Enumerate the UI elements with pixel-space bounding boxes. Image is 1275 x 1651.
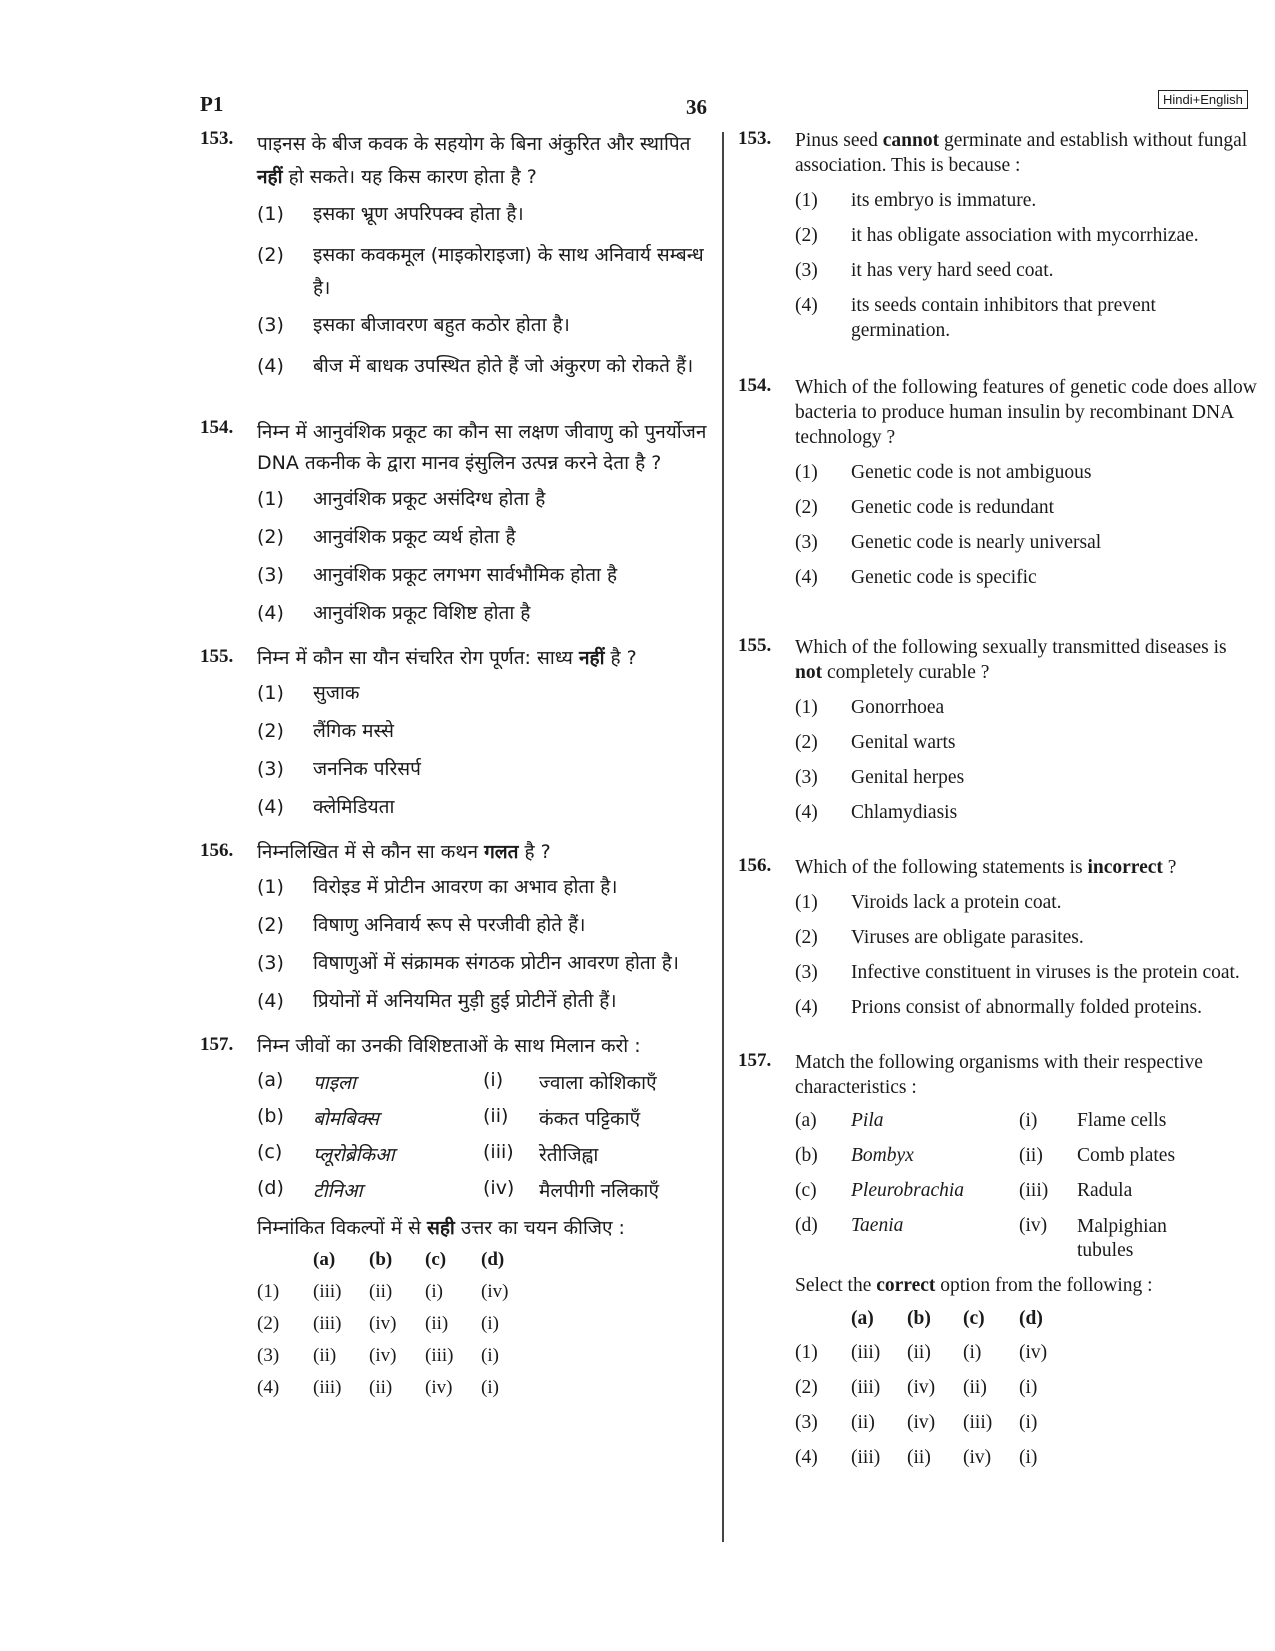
- answer-table-header: (a) (b) (c) (d): [851, 1308, 1043, 1329]
- question-number: 157.: [738, 1050, 772, 1071]
- option: (3) इसका बीजावरण बहुत कठोर होता है।: [257, 314, 570, 336]
- answer-option-3: (3) (ii) (iv) (iii) (i): [257, 1345, 499, 1366]
- question-text: Pinus seed cannot germinate and establish without fungal association. This is because :: [795, 130, 1248, 176]
- match-row: (b) Bombyx (ii) Comb plates: [795, 1145, 1176, 1166]
- question-text: निम्न में कौन सा यौन संचरित रोग पूर्णत: साध्य नहीं है ?: [257, 647, 637, 669]
- option: (2) आनुवंशिक प्रकूट व्यर्थ होता है: [257, 526, 516, 548]
- match-row: (b) बोमबिक्स (ii) कंकत पट्टिकाएँ: [257, 1105, 641, 1130]
- option: (3) जननिक परिसर्प: [257, 758, 421, 780]
- option: (3) विषाणुओं में संक्रामक संगठक प्रोटीन आवरण होता है।: [257, 952, 679, 974]
- hindi-column: [200, 128, 710, 1409]
- option: (3) आनुवंशिक प्रकूट लगभग सार्वभौमिक होता है: [257, 564, 618, 586]
- option: (1) विरोइड में प्रोटीन आवरण का अभाव होता है।: [257, 876, 618, 898]
- answer-option-3: (3) (ii) (iv) (iii) (i): [795, 1412, 1038, 1433]
- language-badge: Hindi+English: [1158, 90, 1248, 109]
- option: (4) प्रियोनों में अनियमित मुड़ी हुई प्रोटीनें होती हैं।: [257, 990, 617, 1012]
- option: (4) its seeds contain inhibitors that prevent germination.: [795, 295, 1156, 341]
- question-154-hi: [200, 417, 710, 479]
- question-number: 153.: [200, 128, 234, 149]
- match-row: (a) पाइला (i) ज्वाला कोशिकाएँ: [257, 1069, 657, 1094]
- question-153-en: [738, 128, 1258, 178]
- option: (3) Genital herpes: [795, 767, 965, 788]
- question-157-hi: [200, 1034, 710, 1059]
- question-number: 156.: [738, 855, 772, 876]
- match-row: (a) Pila (i) Flame cells: [795, 1110, 1167, 1131]
- question-text: Which of the following statements is incorrect ?: [795, 857, 1177, 878]
- page-header: [0, 0, 1275, 120]
- option: (2) Viruses are obligate parasites.: [795, 927, 1084, 948]
- answer-option-1: (1) (iii) (ii) (i) (iv): [795, 1342, 1048, 1363]
- question-154-en: [738, 375, 1258, 450]
- select-instruction: Select the correct option from the following :: [795, 1275, 1153, 1296]
- answer-option-2: (2) (iii) (iv) (ii) (i): [257, 1313, 499, 1334]
- english-column: [738, 128, 1258, 1482]
- question-156-hi: [200, 840, 710, 865]
- answer-option-2: (2) (iii) (iv) (ii) (i): [795, 1377, 1038, 1398]
- answer-option-4: (4) (iii) (ii) (iv) (i): [257, 1377, 499, 1398]
- option: (2) it has obligate association with mycorrhizae.: [795, 225, 1199, 246]
- match-row: (d) टीनिआ (iv) मैलपीगी नलिकाएँ: [257, 1177, 659, 1202]
- question-text: निम्न में आनुवंशिक प्रकूट का कौन सा लक्षण जीवाणु को पुनर्योजन DNA तकनीक के द्वारा मानव इंसुलिन उत्पन्न करने देता है ?: [257, 421, 707, 474]
- question-text: Which of the following features of genetic code does allow bacteria to produce human insulin by recombinant DNA technology ?: [795, 377, 1257, 448]
- option: (1) Gonorrhoea: [795, 697, 945, 718]
- option: (3) Genetic code is nearly universal: [795, 532, 1102, 553]
- option: (4) Genetic code is specific: [795, 567, 1037, 588]
- option: (1) Viroids lack a protein coat.: [795, 892, 1062, 913]
- select-instruction: निम्नांकित विकल्पों में से सही उत्तर का चयन कीजिए :: [257, 1217, 625, 1239]
- question-155-hi: [200, 646, 710, 671]
- question-text: निम्न जीवों का उनकी विशिष्टताओं के साथ मिलान करो :: [257, 1035, 641, 1057]
- question-153-hi: [200, 128, 710, 194]
- option: (1) its embryo is immature.: [795, 190, 1037, 211]
- option: (2) Genital warts: [795, 732, 956, 753]
- paper-code: P1: [200, 92, 224, 116]
- option: (1) आनुवंशिक प्रकूट असंदिग्ध होता है: [257, 488, 546, 510]
- question-number: 154.: [200, 417, 234, 438]
- question-number: 155.: [738, 635, 772, 656]
- option: (1) इसका भ्रूण अपरिपक्व होता है।: [257, 203, 524, 225]
- question-number: 153.: [738, 128, 772, 149]
- option: (3) it has very hard seed coat.: [795, 260, 1054, 281]
- column-divider: [722, 132, 724, 1542]
- option: (4) बीज में बाधक उपस्थित होते हैं जो अंकुरण को रोकते हैं।: [257, 355, 694, 377]
- question-155-en: [738, 635, 1258, 685]
- match-row: (c) Pleurobrachia (iii) Radula: [795, 1180, 1133, 1201]
- option: (2) Genetic code is redundant: [795, 497, 1055, 518]
- question-text: Which of the following sexually transmitted diseases is not completely curable ?: [795, 637, 1227, 683]
- question-number: 154.: [738, 375, 772, 396]
- option: (4) आनुवंशिक प्रकूट विशिष्ट होता है: [257, 602, 531, 624]
- option: (2) विषाणु अनिवार्य रूप से परजीवी होते हैं।: [257, 914, 586, 936]
- option: (4) क्लेमिडियता: [257, 796, 395, 818]
- option: (4) Chlamydiasis: [795, 802, 958, 823]
- match-row: (c) प्लूरोब्रेकिआ (iii) रेतीजिह्वा: [257, 1141, 599, 1166]
- option: (2) लैंगिक मस्से: [257, 720, 394, 742]
- option: (2) इसका कवकमूल (माइकोराइजा) के साथ अनिवार्य सम्बन्ध है।: [257, 244, 704, 299]
- question-text: पाइनस के बीज कवक के सहयोग के बिना अंकुरित और स्थापित नहीं हो सकते। यह किस कारण होता है ?: [257, 133, 691, 188]
- answer-table-header: (a) (b) (c) (d): [313, 1249, 505, 1270]
- question-number: 156.: [200, 840, 234, 861]
- answer-option-1: (1) (iii) (ii) (i) (iv): [257, 1281, 509, 1302]
- question-text: Match the following organisms with their respective characteristics :: [795, 1052, 1203, 1098]
- option: (1) Genetic code is not ambiguous: [795, 462, 1092, 483]
- question-number: 157.: [200, 1034, 234, 1055]
- page-number: 36: [686, 95, 707, 119]
- option: (1) सुजाक: [257, 682, 360, 704]
- question-number: 155.: [200, 646, 234, 667]
- question-text: निम्नलिखित में से कौन सा कथन गलत है ?: [257, 841, 551, 863]
- option: (4) Prions consist of abnormally folded proteins.: [795, 997, 1202, 1018]
- question-156-en: [738, 855, 1258, 880]
- question-157-en: [738, 1050, 1258, 1100]
- answer-option-4: (4) (iii) (ii) (iv) (i): [795, 1447, 1038, 1468]
- match-row: (d) Taenia (iv) Malpighian tubules: [795, 1215, 1167, 1261]
- option: (3) Infective constituent in viruses is the protein coat.: [795, 962, 1240, 983]
